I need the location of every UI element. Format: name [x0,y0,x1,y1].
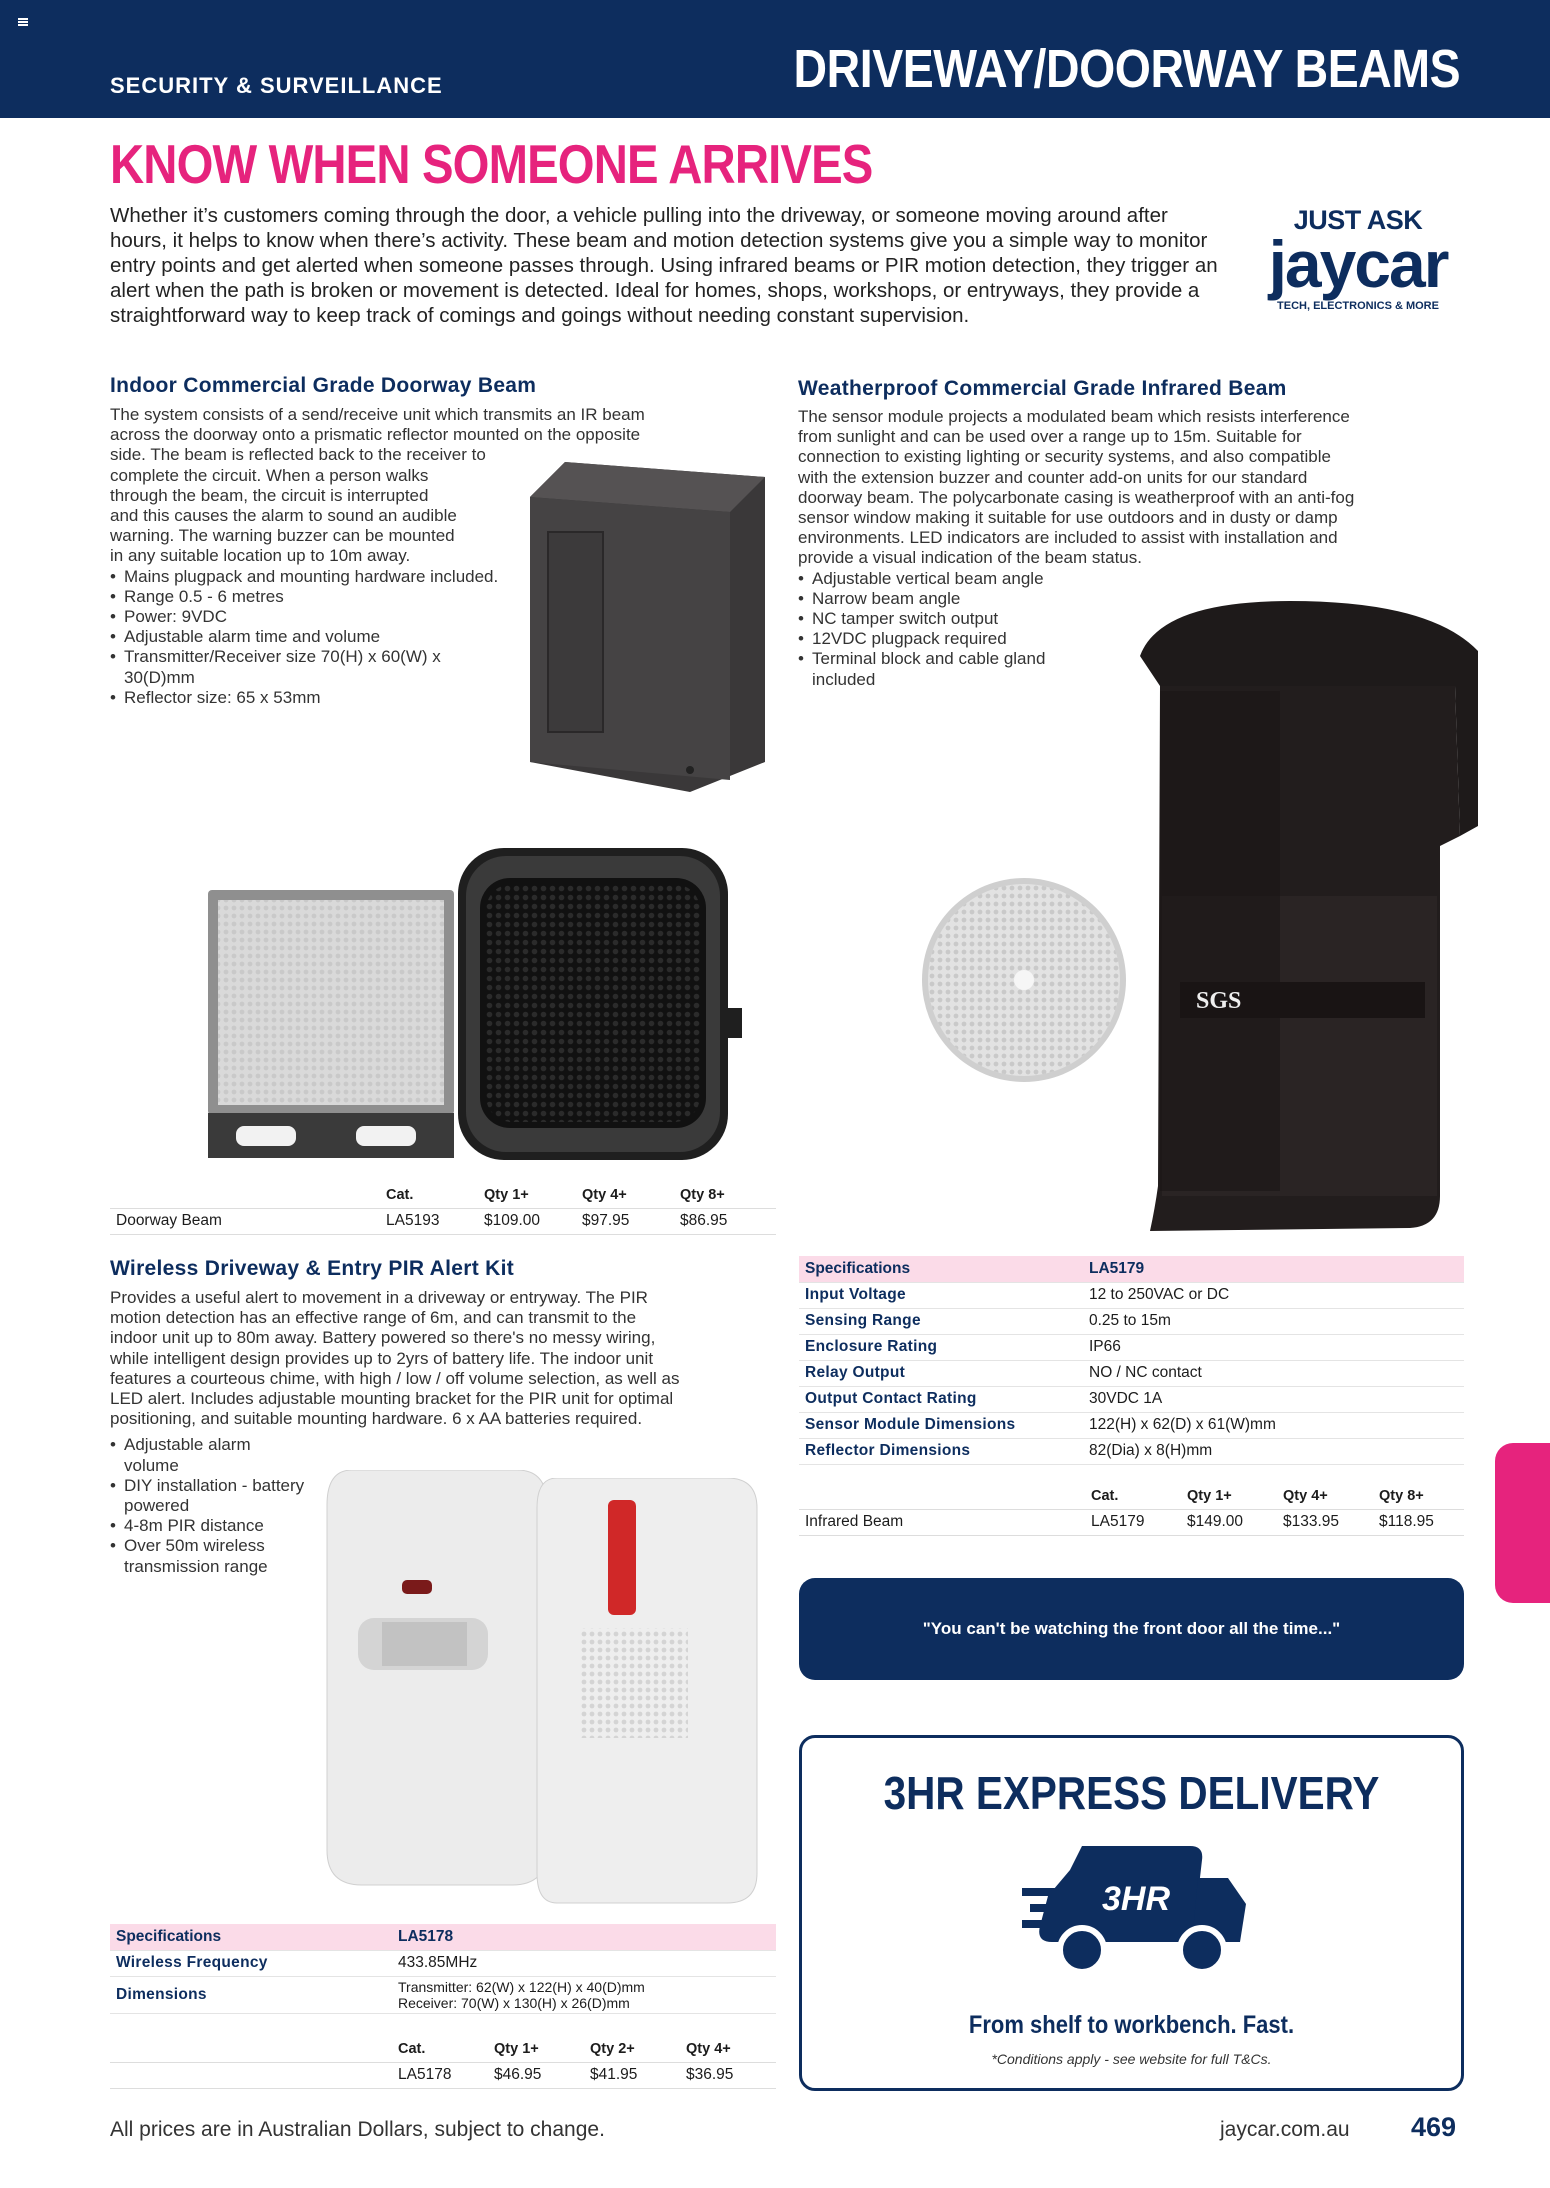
desc-line: environments. LED indicators are included to assist with installation and [798,528,1338,548]
dims-receiver: Receiver: 70(W) x 130(H) x 26(D)mm [398,1994,630,2011]
express-delivery-box[interactable] [799,1735,1464,2091]
price-qty1: $46.95 [488,2062,584,2088]
wireless-kit-features [110,1435,310,1576]
desc-line: connection to existing lighting or security systems, and also compatible [798,447,1331,467]
logo-brand: jaycar [1268,227,1448,301]
spec-key: Output Contact Rating [799,1386,1083,1412]
spec-value [392,1976,776,2013]
desc-line: across the doorway onto a prismatic reflector mounted on the opposite [110,425,641,445]
spec-key: Sensor Module Dimensions [799,1412,1083,1438]
desc-line: LED alert. Includes adjustable mounting bracket for the PIR unit for optimal [110,1389,674,1409]
table-row[interactable] [799,1509,1464,1535]
spec-key: Sensing Range [799,1308,1083,1334]
desc-line: complete the circuit. When a person walks [110,465,429,485]
doorway-beam-price-table [110,1182,776,1235]
column-header: Qty 8+ [680,1186,725,1203]
spec-row [799,1360,1464,1386]
column-header: Qty 4+ [1283,1487,1328,1504]
desc-line: The system consists of a send/receive unit which transmits an IR beam [110,405,645,424]
price-qty1: $149.00 [1181,1509,1277,1535]
spec-key: Relay Output [799,1360,1083,1386]
spec-row [799,1438,1464,1464]
spec-row [110,1976,776,2013]
feature-item: • Reflector size: 65 x 53mm [110,688,510,708]
product-name [110,2062,392,2088]
feature-item: • Adjustable alarm time and volume [110,627,510,647]
desc-line: provide a visual indication of the beam status. [798,548,1142,568]
spec-value: 0.25 to 15m [1083,1308,1464,1334]
spec-value: 82(Dia) x 8(H)mm [1083,1438,1464,1464]
spec-key: Enclosure Rating [799,1334,1083,1360]
wireless-kit-title: Wireless Driveway & Entry PIR Alert Kit [110,1257,515,1280]
product-name: Doorway Beam [110,1208,380,1234]
price-qty1: $109.00 [478,1208,576,1234]
jaycar-logo[interactable] [1248,205,1468,312]
prices-note: All prices are in Australian Dollars, subject to change. [110,2118,605,2141]
column-header: Cat. [1091,1487,1119,1504]
spec-header-label: Specifications [110,1924,392,1950]
column-header: Qty 4+ [582,1186,627,1203]
section-tab[interactable] [1495,1443,1550,1603]
pir-sensor-image [322,1470,552,1890]
infrared-beam-sensor-image [1100,596,1486,1232]
column-header: Qty 8+ [1379,1487,1424,1504]
column-header: Qty 1+ [1187,1487,1232,1504]
feature-item: • 4-8m PIR distance [110,1516,310,1536]
desc-line: through the beam, the circuit is interrupted [110,485,429,505]
spec-key: Dimensions [110,1976,392,2013]
delivery-conditions: *Conditions apply - see website for full T&Cs. [991,2051,1272,2067]
feature-item: • NC tamper switch output [798,609,1068,629]
spec-header-label: Specifications [799,1256,1083,1282]
table-row[interactable] [110,1208,776,1234]
price-qty2: $41.95 [584,2062,680,2088]
dims-transmitter: Transmitter: 62(W) x 122(H) x 40(D)mm [398,1978,645,1995]
truck-label: 3HR [1102,1880,1171,1918]
spec-row [799,1386,1464,1412]
feature-item: • Adjustable alarm volume [110,1435,310,1475]
column-header: Cat. [398,2040,426,2057]
sensor-brand-label: SGS [1196,988,1242,1014]
doorway-beam-features [110,567,510,708]
weatherproof-beam-title: Weatherproof Commercial Grade Infrared Beam [798,377,1287,400]
delivery-truck-icon [1022,1838,1252,1988]
feature-item: • Adjustable vertical beam angle [798,569,1068,589]
intro-paragraph: Whether it’s customers coming through the door, a vehicle pulling into the driveway, or someone moving around after hours, it helps to know when there’s activity. These beam and motion detection systems give you a simple way to monitor entry points and get alerted when someone passes through. Using infrared beams or PIR motion detection, they trigger an alert when the path is broken or movement is detected. Ideal for homes, shops, workshops, or entryways, they provide a straightforward way to keep track of comings and goings without needing constant supervision. [110,204,1218,327]
column-header [110,1182,380,1208]
spec-value: 30VDC 1A [1083,1386,1464,1412]
desc-line: in any suitable location up to 10m away. [110,546,411,566]
page-title: DRIVEWAY/DOORWAY BEAMS [793,39,1460,99]
page-header [0,0,1550,118]
feature-item: • Terminal block and cable gland included [798,649,1068,689]
desc-line: side. The beam is reflected back to the receiver to [110,445,486,465]
buzzer-image [458,848,744,1160]
desc-line: while intelligent design provides up to 2yrs of battery life. The indoor unit [110,1348,654,1368]
feature-item: • 12VDC plugpack required [798,629,1068,649]
feature-item: • Power: 9VDC [110,607,510,627]
doorway-sensor-image [520,462,770,797]
feature-item: • Mains plugpack and mounting hardware included. [110,567,510,587]
price-qty4: $97.95 [576,1208,674,1234]
price-qty4: $133.95 [1277,1509,1373,1535]
feature-item: • DIY installation - battery powered [110,1476,310,1516]
delivery-subtitle: From shelf to workbench. Fast. [968,2011,1295,2039]
table-row[interactable] [110,2062,776,2088]
desc-line: warning. The warning buzzer can be mounted [110,526,455,546]
spec-value: IP66 [1083,1334,1464,1360]
menu-icon[interactable] [18,18,28,26]
spec-key: Reflector Dimensions [799,1438,1083,1464]
feature-item: • Over 50m wireless transmission range [110,1536,310,1576]
column-header: Qty 2+ [590,2040,635,2057]
logo-tagline: JUST ASK [1293,205,1423,235]
price-qty8: $118.95 [1373,1509,1464,1535]
round-reflector-image [920,876,1128,1084]
page-number: 469 [1411,2112,1457,2142]
headline: KNOW WHEN SOMEONE ARRIVES [110,133,873,195]
spec-key: Wireless Frequency [110,1950,392,1976]
spec-row [799,1412,1464,1438]
column-header: Cat. [386,1186,414,1203]
infrared-spec-table [799,1256,1464,1465]
desc-line: sensor window making it suitable for use outdoors and in dusty or damp [798,508,1338,528]
spec-row [799,1308,1464,1334]
spec-value: NO / NC contact [1083,1360,1464,1386]
website-link[interactable]: jaycar.com.au [1220,2118,1350,2141]
desc-line: positioning, and suitable mounting hardware. 6 x AA batteries required. [110,1409,643,1429]
feature-item: • Narrow beam angle [798,589,1068,609]
section-label: SECURITY & SURVEILLANCE [110,73,443,98]
spec-value: 433.85MHz [392,1950,776,1976]
wireless-price-table [110,2036,776,2089]
desc-line: motion detection has an effective range of 6m, and can transmit to the [110,1308,637,1328]
logo-sub: TECH, ELECTRONICS & MORE [1277,300,1439,312]
spec-value: 122(H) x 62(D) x 61(W)mm [1083,1412,1464,1438]
column-header [110,2036,392,2062]
weatherproof-beam-features [798,569,1068,690]
column-header: Qty 1+ [494,2040,539,2057]
spec-header-row [799,1256,1464,1282]
desc-line: Provides a useful alert to movement in a driveway or entryway. The PIR [110,1288,648,1307]
reflector-image [206,888,456,1160]
desc-line: features a courteous chime, with high / low / off volume selection, as well as [110,1368,680,1388]
infrared-price-table [799,1483,1464,1536]
desc-line: doorway beam. The polycarbonate casing is weatherproof with an anti-fog [798,487,1355,507]
delivery-title: 3HR EXPRESS DELIVERY [883,1767,1380,1819]
feature-item: • Transmitter/Receiver size 70(H) x 60(W) x 30(D)mm [110,647,510,687]
cat-number: LA5178 [392,2062,488,2088]
spec-header-cat: LA5178 [392,1924,776,1950]
column-header: Qty 4+ [686,2040,731,2057]
cat-number: LA5193 [380,1208,478,1234]
desc-line: The sensor module projects a modulated beam which resists interference [798,407,1350,426]
spec-header-cat: LA5179 [1083,1256,1464,1282]
desc-line: with the extension buzzer and counter add-on units for our standard [798,467,1308,487]
desc-line: from sunlight and can be used over a range up to 15m. Suitable for [798,427,1302,447]
price-qty8: $86.95 [674,1208,776,1234]
desc-line: and this causes the alarm to sound an audible [110,506,457,526]
chime-receiver-image [532,1478,760,1904]
price-qty4: $36.95 [680,2062,776,2088]
spec-key: Input Voltage [799,1282,1083,1308]
column-header: Qty 1+ [484,1186,529,1203]
desc-line: indoor unit up to 80m away. Battery powered so there's no messy wiring, [110,1328,656,1348]
spec-row [110,1950,776,1976]
cat-number: LA5179 [1085,1509,1181,1535]
spec-header-row [110,1924,776,1950]
quote-banner: "You can't be watching the front door all the time..." [799,1578,1464,1680]
spec-row [799,1282,1464,1308]
column-header [799,1483,1085,1509]
doorway-beam-title: Indoor Commercial Grade Doorway Beam [110,374,537,397]
spec-value: 12 to 250VAC or DC [1083,1282,1464,1308]
feature-item: • Range 0.5 - 6 metres [110,587,510,607]
product-name: Infrared Beam [799,1509,1085,1535]
wireless-spec-table [110,1924,776,2014]
spec-row [799,1334,1464,1360]
